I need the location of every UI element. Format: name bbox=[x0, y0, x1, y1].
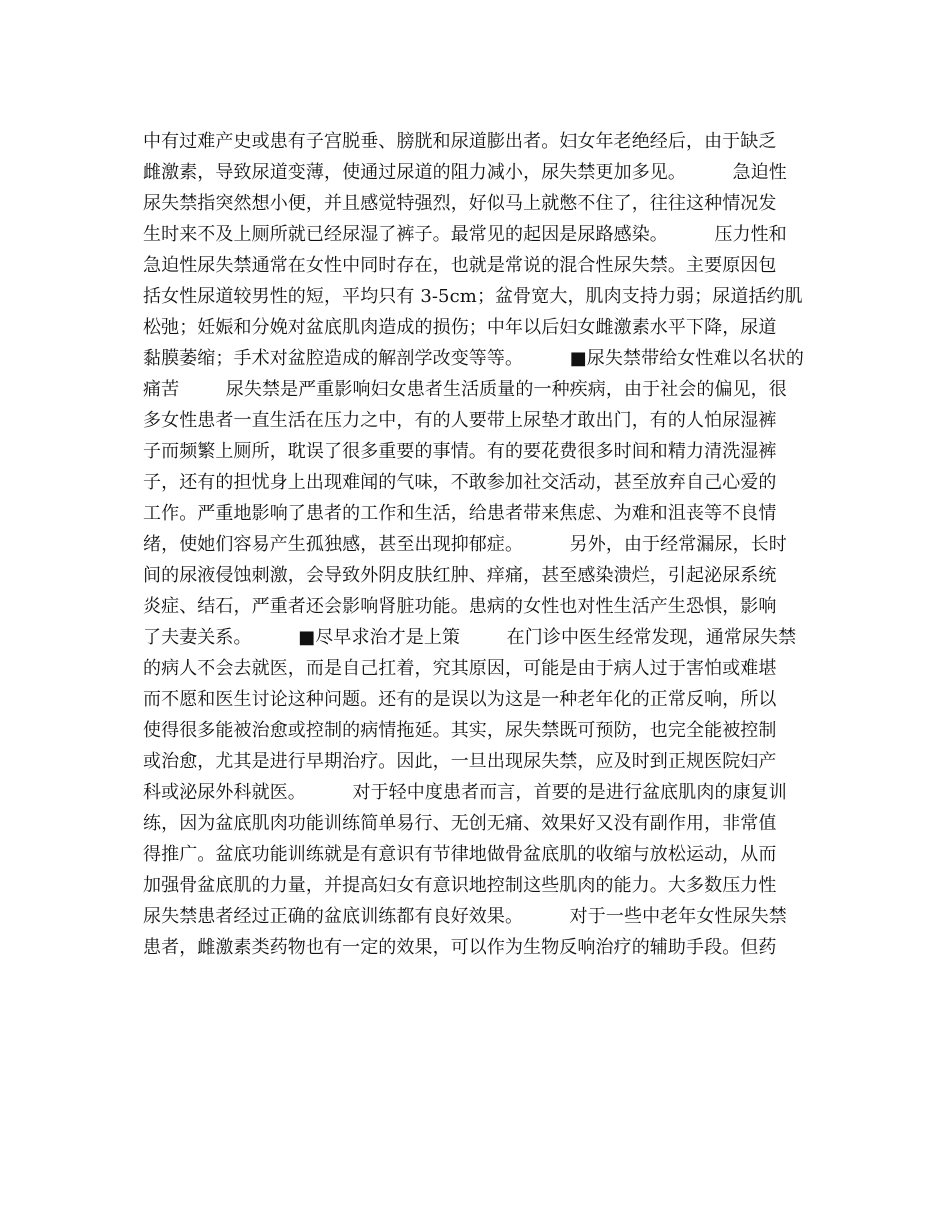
text-line: 或治愈，尤其是进行早期治疗。因此，一旦出现尿失禁，应及时到正规医院妇产 bbox=[143, 751, 777, 772]
text-line: 生时来不及上厕所就已经尿湿了裤子。最常见的起因是尿路感染。 压力性和 bbox=[143, 224, 787, 245]
text-line: 练，因为盆底肌肉功能训练简单易行、无创无痛、效果好又没有副作用，非常值 bbox=[143, 813, 777, 834]
text-line: 使得很多能被治愈或控制的病情拖延。其实，尿失禁既可预防，也完全能被控制 bbox=[143, 720, 777, 741]
text-line: 了夫妻关系。 ■尽早求治才是上策 在门诊中医生经常发现，通常尿失禁 bbox=[143, 627, 797, 648]
text-line: 松弛；妊娠和分娩对盆底肌肉造成的损伤；中年以后妇女雌激素水平下降，尿道 bbox=[143, 317, 777, 338]
text-line: 绪，使她们容易产生孤独感，甚至出现抑郁症。 另外，由于经常漏尿，长时 bbox=[143, 534, 787, 555]
body-text bbox=[143, 126, 823, 963]
text-line: 科或泌尿外科就医。 对于轻中度患者而言，首要的是进行盆底肌肉的康复训 bbox=[143, 782, 787, 803]
text-line: 炎症、结石，严重者还会影响肾脏功能。患病的女性也对性生活产生恐惧，影响 bbox=[143, 596, 777, 617]
text-line: 括女性尿道较男性的短，平均只有 3-5cm；盆骨宽大，肌肉支持力弱；尿道括约肌 bbox=[143, 286, 803, 307]
text-line: 雌激素，导致尿道变薄，使通过尿道的阻力减小，尿失禁更加多见。 急迫性 bbox=[143, 162, 787, 183]
text-line: 而不愿和医生讨论这种问题。还有的是误以为这是一种老年化的正常反响，所以 bbox=[143, 689, 777, 710]
text-line: 工作。严重地影响了患者的工作和生活，给患者带来焦虑、为难和沮丧等不良情 bbox=[143, 503, 777, 524]
text-line: 子而频繁上厕所，耽误了很多重要的事情。有的要花费很多时间和精力清洗湿裤 bbox=[143, 441, 777, 462]
text-line: 子，还有的担忧身上出现难闻的气味，不敢参加社交活动，甚至放弃自己心爱的 bbox=[143, 472, 777, 493]
text-line: 急迫性尿失禁通常在女性中同时存在，也就是常说的混合性尿失禁。主要原因包 bbox=[143, 255, 777, 276]
text-line: 尿失禁指突然想小便，并且感觉特强烈，好似马上就憋不住了，往往这种情况发 bbox=[143, 193, 777, 214]
text-line: 的病人不会去就医，而是自己扛着，究其原因，可能是由于病人过于害怕或难堪 bbox=[143, 658, 777, 679]
text-line: 多女性患者一直生活在压力之中，有的人要带上尿垫才敢出门，有的人怕尿湿裤 bbox=[143, 410, 777, 431]
text-line: 尿失禁患者经过正确的盆底训练都有良好效果。 对于一些中老年女性尿失禁 bbox=[143, 906, 787, 927]
text-line: 患者，雌激素类药物也有一定的效果，可以作为生物反响治疗的辅助手段。但药 bbox=[143, 937, 777, 958]
text-line: 痛苦 尿失禁是严重影响妇女患者生活质量的一种疾病，由于社会的偏见，很 bbox=[143, 379, 787, 400]
text-line: 黏膜萎缩；手术对盆腔造成的解剖学改变等等。 ■尿失禁带给女性难以名状的 bbox=[143, 348, 804, 369]
text-line: 中有过难产史或患有子宫脱垂、膀胱和尿道膨出者。妇女年老绝经后，由于缺乏 bbox=[143, 131, 777, 152]
text-line: 加强骨盆底肌的力量，并提高妇女有意识地控制这些肌肉的能力。大多数压力性 bbox=[143, 875, 777, 896]
text-line: 间的尿液侵蚀刺激，会导致外阴皮肤红肿、痒痛，甚至感染溃烂，引起泌尿系统 bbox=[143, 565, 777, 586]
text-line: 得推广。盆底功能训练就是有意识有节律地做骨盆底肌的收缩与放松运动，从而 bbox=[143, 844, 777, 865]
